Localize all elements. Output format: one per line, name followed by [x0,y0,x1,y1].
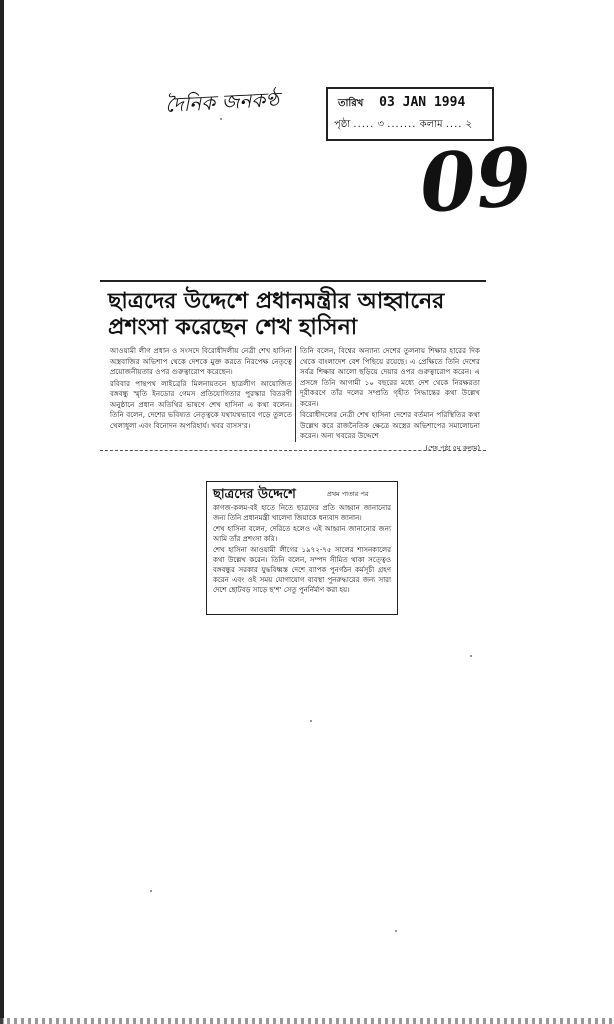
clipping-right-column [300,346,480,452]
stamp-page-value: ৩ [377,119,384,130]
scan-bottom-edge [0,1018,614,1024]
clipping-left-column [110,346,292,446]
column-divider [295,346,296,442]
clipping-headline: ছাত্রদের উদ্দেশে প্রধানমন্ত্রীর আহ্বানের প্রশংসা করেছেন শেখ হাসিনা [108,288,445,340]
stamp-page-row: পৃষ্ঠা ..... ৩ ....... কলাম .... ২ [334,119,473,130]
stamp-date: 03 JAN 1994 [379,95,466,110]
continuation-paragraph-2: শেখ হাসিনা বলেন, দেরিতে হলেও এই আহ্বান জানানোর জন্য আমি তাঁর প্রশংসা করি। [213,525,391,543]
right-paragraph-2: বিরোধীদলের নেত্রী শেখ হাসিনা দেশের বর্তমান পরিস্থিতির কথা উল্লেখ করে রাজনৈতিক ক্ষেত্রে অস্ত্রের অভিশাপের সমালোচনা করেন। অন্য খবরের উদ্দেশে [300,410,480,440]
stamp-date-label: তারিখ [338,98,364,109]
continued-note: (শেষ পৃষ্ঠা ৫ম কলাম) [425,443,480,452]
stamp-column-label: কলাম [419,119,443,130]
scan-left-edge [0,0,4,1024]
left-paragraph-1: আওয়ামী লীগ প্রধান ও সংসদে বিরোধীদলীয় নেত্রী শেখ হাসিনা অস্ত্রবাজির অভিশাপ থেকে দেশকে মুক্ত করতে নিরপেক্ষ নেতৃত্বে প্রয়োজনীয়তার ওপর গুরুত্বারোপ করেছেন। [110,346,292,376]
scan-speck [150,890,152,892]
continuation-paragraph-3: শেখ হাসিনা আওয়ামী লীগের ১৯৭২-৭৫ সালের শাসনকালের কথা উল্লেখ করেন। তিনি বলেন, সম্পদ সীমিত থাকা সত্ত্বেও বঙ্গবন্ধুর সরকার যুদ্ধবিধ্বস্ত দেশে ব্যাপক পুনর্গঠন কর্মসূচী গ্রহণ করেন এবং ওই সময় যোগাযোগ ব্যবস্থা পুনরুদ্ধারের জন্য সারা দেশে ছোটবড় সাড়ে ছ'শ' সেতু পুনর্নির্মাণ করা হয়। [213,546,391,594]
stamp-date-row [338,95,465,113]
stamp-page-label: পৃষ্ঠা [334,119,351,130]
left-paragraph-2: রবিবার পান্থপথ লাইব্রেরি মিলনায়তনে ছাত্রলীগ আয়োজিত বঙ্গবন্ধু স্মৃতি ইনডোর গেমস প্রতিযোগিতার পুরস্কার বিতরণী অনুষ্ঠানে প্রধান অতিথির ভাষণে শেখ হাসিনা এ কথা বলেন। তিনি বলেন, দেশের ভবিষ্যত নেতৃত্বকে যথাযথভাবে গড়ে তুলতে খেলাধুলা এবং বিনোদন অপরিহার্য। খবর বাসস'র। [110,378,292,430]
scan-speck [310,720,312,722]
scan-speck [220,118,222,120]
scan-speck [395,930,397,932]
continuation-body [213,503,391,596]
newspaper-masthead: দৈনিক জনকণ্ঠ [164,87,280,117]
continuation-paragraph-1: কাগজ-কলম-বই হাতে নিতে ছাত্রদের প্রতি আহ্বান জানানোর জন্য তিনি প্রধানমন্ত্রী খালেদা জিয়াকে ধন্যবাদ জানান। [213,504,391,522]
continued-from-note: প্রথম পাতার পর [327,490,369,498]
stamp-column-value: ২ [465,119,473,130]
handwritten-number: 09 [416,129,535,231]
scan-speck [470,655,472,657]
news-clipping-continuation [206,481,398,615]
news-clipping-main [100,280,486,451]
continuation-title: ছাত্রদের উদ্দেশে [213,487,296,502]
right-paragraph-1: তিনি বলেন, বিশ্বের অন্যান্য দেশের তুলনায় শিক্ষার হারের দিক থেকে বাংলাদেশ বেশ পিছিয়ে রয়েছে। এ প্রেক্ষিতে তিনি দেশের সর্বত্র শিক্ষার আলো ছড়িয়ে দেয়ার ওপর গুরুত্বারোপ করেন। এ প্রসঙ্গে তিনি আগামী ১০ বছরের মধ্যে দেশ থেকে নিরক্ষরতা দূরীকরণে তাঁর দলের সম্প্রতি গৃহীত সিদ্ধান্তের কথা উল্লেখ করেন। [300,346,480,408]
